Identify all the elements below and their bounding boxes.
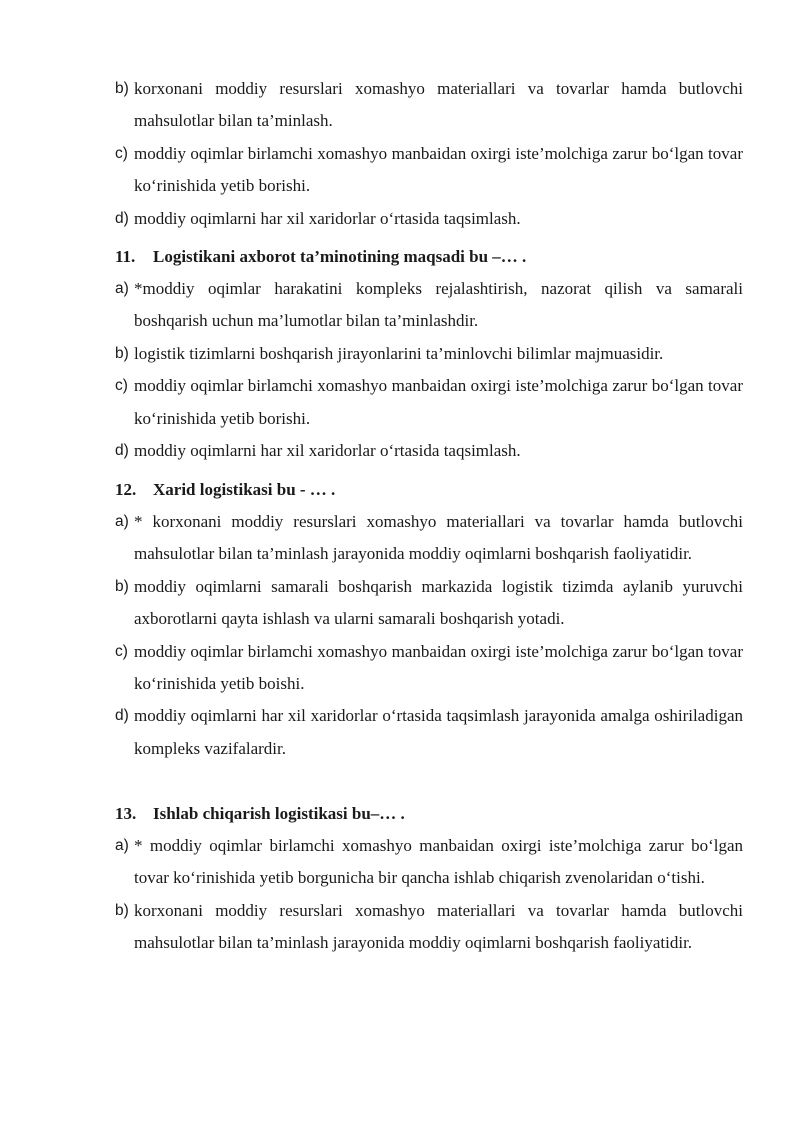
option-marker: b) xyxy=(115,901,129,919)
answer-option xyxy=(115,571,743,636)
option-text: korxonani moddiy resurslari xomashyo materiallari va tovarlar hamda butlovchi mahsulotlar bilan ta’minlash jarayonida moddiy oqimlarni boshqarish faoliyatidir. xyxy=(134,900,743,953)
question-number: 13. xyxy=(115,804,137,823)
question-heading xyxy=(115,241,743,273)
option-marker: b) xyxy=(115,344,129,362)
question-title: Xarid logistikasi bu - … . xyxy=(153,480,336,499)
option-text: moddiy oqimlar birlamchi xomashyo manbaidan oxirgi iste’molchiga zarur bo‘lgan tovar ko‘rinishida yetib borishi. xyxy=(134,376,743,428)
option-text: * korxonani moddiy resurslari xomashyo materiallari va tovarlar hamda butlovchi mahsulotlar bilan ta’minlash jarayonida moddiy oqimlarni boshqarish faoliyatidir. xyxy=(134,512,743,564)
answer-option xyxy=(115,895,743,960)
option-marker: c) xyxy=(115,642,128,660)
answer-option xyxy=(115,273,743,338)
answer-options xyxy=(115,506,743,765)
option-text: moddiy oqimlarni har xil xaridorlar o‘rtasida taqsimlash jarayonida amalga oshiriladigan kompleks vazifalardir. xyxy=(134,706,743,758)
answer-option xyxy=(115,338,743,370)
option-text: moddiy oqimlarni har xil xaridorlar o‘rtasida taqsimlash. xyxy=(134,441,521,461)
option-marker: d) xyxy=(115,707,129,725)
option-marker: d) xyxy=(115,442,129,460)
option-text: moddiy oqimlar birlamchi xomashyo manbaidan oxirgi iste’molchiga zarur bo‘lgan tovar ko‘rinishida yetib boishi. xyxy=(134,641,743,694)
answer-option xyxy=(115,830,743,895)
answer-option xyxy=(115,203,743,235)
option-text: * moddiy oqimlar birlamchi xomashyo manbaidan oxirgi iste’molchiga zarur bo‘lgan tovar ko‘rinishida yetib borgunicha bir qancha ishlab chiqarish zvenolaridan o‘tishi. xyxy=(134,836,743,888)
option-marker: a) xyxy=(115,837,129,854)
answer-options xyxy=(115,273,743,467)
question-number: 11. xyxy=(115,247,136,266)
answer-option xyxy=(115,435,743,467)
option-marker: c) xyxy=(115,144,128,162)
answer-option xyxy=(115,636,743,701)
option-marker: d) xyxy=(115,209,129,227)
option-text: moddiy oqimlar birlamchi xomashyo manbaidan oxirgi iste’molchiga zarur bo‘lgan tovar ko‘rinishida yetib borishi. xyxy=(134,143,743,196)
question-title: Ishlab chiqarish logistikasi bu–… . xyxy=(153,804,405,823)
answer-option xyxy=(115,506,743,571)
option-marker: c) xyxy=(115,377,128,395)
option-marker: a) xyxy=(115,513,129,530)
answer-option xyxy=(115,370,743,435)
answer-options xyxy=(115,830,743,960)
question-heading xyxy=(115,798,743,830)
option-marker: a) xyxy=(115,280,129,297)
option-text: *moddiy oqimlar harakatini kompleks rejalashtirish, nazorat qilish va samarali boshqarish uchun ma’lumotlar bilan ta’minlashdir. xyxy=(134,279,743,331)
answer-option xyxy=(115,700,743,765)
option-marker: b) xyxy=(115,577,129,595)
option-text: moddiy oqimlarni samarali boshqarish markazida logistik tizimda aylanib yuruvchi axborotlarni qayta ishlash va ularni samarali boshqarish yotadi. xyxy=(134,576,743,629)
option-marker: b) xyxy=(115,80,129,97)
question-title: Logistikani axborot ta’minotining maqsadi bu –… . xyxy=(153,247,527,266)
option-text: logistik tizimlarni boshqarish jirayonlarini ta’minlovchi bilimlar majmuasidir. xyxy=(134,343,664,363)
question-number: 12. xyxy=(115,480,137,499)
answer-option xyxy=(115,73,743,138)
option-text: moddiy oqimlarni har xil xaridorlar o‘rtasida taqsimlash. xyxy=(134,208,521,228)
question-heading xyxy=(115,474,743,506)
option-text: korxonani moddiy resurslari xomashyo materiallari va tovarlar hamda butlovchi mahsulotlar bilan ta’minlash. xyxy=(134,79,743,131)
answer-options xyxy=(115,73,743,235)
answer-option xyxy=(115,138,743,203)
